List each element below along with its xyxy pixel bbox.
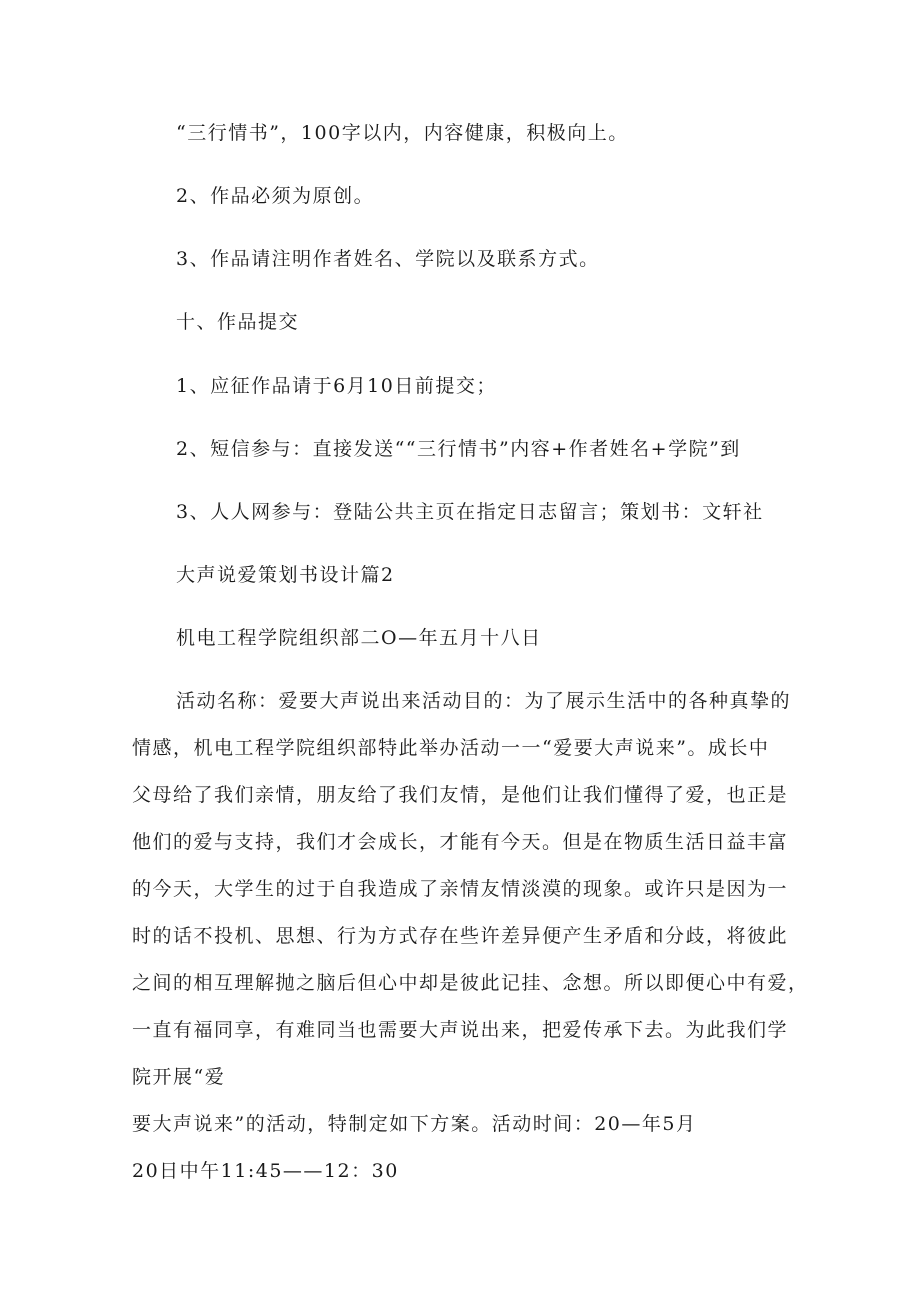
text-line-submission-1: 1、应征作品请于6月10日前提交； bbox=[176, 375, 497, 397]
activity-time-line: 20日中午11:45——12：30 bbox=[132, 1160, 399, 1182]
paragraph-line: 要大声说来”的活动，特制定如下方案。活动时间：20—年5月 bbox=[132, 1113, 697, 1135]
paragraph-line: 之间的相互理解抛之脑后但心中却是彼此记挂、念想。所以即便心中有爱， bbox=[132, 972, 809, 994]
paragraph-line: 院开展“爱 bbox=[132, 1066, 226, 1088]
section-heading-submission: 十、作品提交 bbox=[176, 311, 300, 333]
paragraph-line: 活动名称：爱要大声说出来活动目的：为了展示生活中的各种真挚的 bbox=[176, 690, 792, 712]
paragraph-line: 情感，机电工程学院组织部特此举办活动一一“爱要大声说来”。成长中 bbox=[132, 737, 770, 759]
organizer-date-line: 机电工程学院组织部二O—年五月十八日 bbox=[176, 627, 542, 649]
paragraph-line: 的今天，大学生的过于自我造成了亲情友情淡漠的现象。或许只是因为一 bbox=[132, 878, 789, 900]
text-line-requirement-2: 2、作品必须为原创。 bbox=[176, 185, 375, 207]
article-title: 大声说爱策划书设计篇2 bbox=[176, 564, 395, 586]
text-line-submission-2: 2、短信参与：直接发送““三行情书”内容+作者姓名+学院”到 bbox=[176, 438, 741, 460]
paragraph-line: 他们的爱与支持，我们才会成长，才能有今天。但是在物质生活日益丰富 bbox=[132, 831, 789, 853]
paragraph-line: 时的话不投机、思想、行为方式存在些许差异便产生矛盾和分歧，将彼此 bbox=[132, 925, 789, 947]
paragraph-line: 一直有福同享，有难同当也需要大声说出来，把爱传承下去。为此我们学 bbox=[132, 1019, 789, 1041]
paragraph-line: 父母给了我们亲情，朋友给了我们友情，是他们让我们懂得了爱，也正是 bbox=[132, 784, 789, 806]
text-line-requirement-1: “三行情书”，100字以内，内容健康，积极向上。 bbox=[176, 122, 629, 144]
text-line-requirement-3: 3、作品请注明作者姓名、学院以及联系方式。 bbox=[176, 248, 600, 270]
text-line-submission-3: 3、人人网参与：登陆公共主页在指定日志留言；策划书：文轩社 bbox=[176, 501, 764, 523]
